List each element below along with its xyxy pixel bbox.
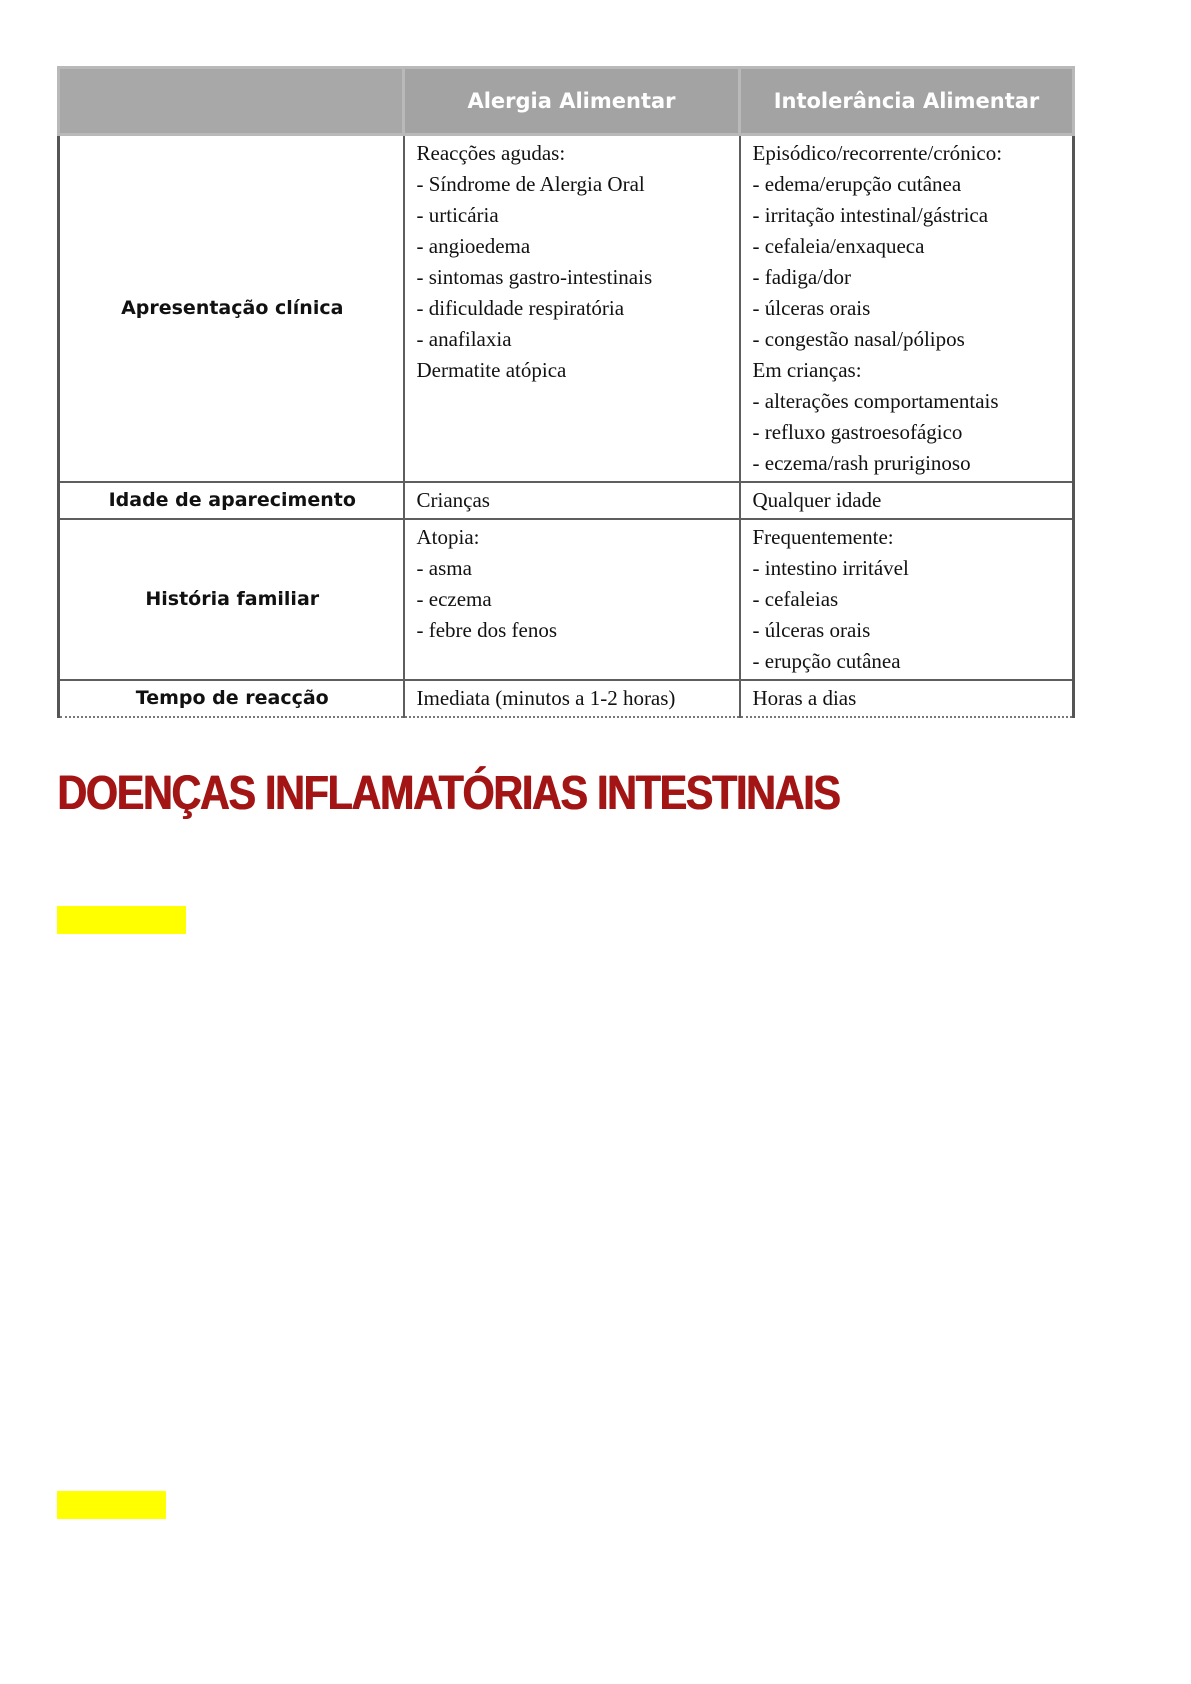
table-row [59, 519, 1074, 680]
row-label: História familiar [59, 519, 404, 680]
cell-line: Atopia: [416, 525, 480, 549]
cell-line: Em crianças: [752, 358, 862, 382]
cell-line: - úlceras orais [752, 296, 871, 320]
intolerancia-cell [740, 135, 1074, 483]
alergia-cell [404, 680, 740, 717]
cell-line: Episódico/recorrente/crónico: [752, 141, 1003, 165]
alergia-cell [404, 135, 740, 483]
row-label: Tempo de reacção [59, 680, 404, 717]
cell-line: - alterações comportamentais [752, 389, 999, 413]
cell-line: - sintomas gastro-intestinais [416, 265, 653, 289]
cell-line: - asma [416, 556, 472, 580]
cell-line: - anafilaxia [416, 327, 512, 351]
comparison-table [57, 66, 1075, 718]
table-row [59, 482, 1074, 519]
section-title: DOENÇAS INFLAMATÓRIAS INTESTINAIS [57, 767, 840, 820]
cell-line: Crianças [416, 488, 490, 512]
cell-line: - cefaleia/enxaqueca [752, 234, 925, 258]
cell-line: - Síndrome de Alergia Oral [416, 172, 645, 196]
cell-line: - intestino irritável [752, 556, 909, 580]
alergia-cell [404, 482, 740, 519]
cell-line: - dificuldade respiratória [416, 296, 625, 320]
cell-line: - refluxo gastroesofágico [752, 420, 963, 444]
cell-line: - fadiga/dor [752, 265, 852, 289]
cell-line: Horas a dias [752, 686, 857, 710]
intolerancia-cell [740, 482, 1074, 519]
intolerancia-cell [740, 680, 1074, 717]
row-label: Apresentação clínica [59, 135, 404, 483]
cell-line: Frequentemente: [752, 525, 894, 549]
cell-line: Qualquer idade [752, 488, 882, 512]
cell-line: - congestão nasal/pólipos [752, 327, 965, 351]
header-corner-cell [59, 68, 404, 135]
cell-line: Imediata (minutos a 1-2 horas) [416, 686, 676, 710]
header-intolerancia-alimentar: Intolerância Alimentar [740, 68, 1074, 135]
cell-line: - urticária [416, 203, 499, 227]
highlight-marker [57, 1491, 166, 1519]
table-header-row [59, 68, 1074, 135]
cell-line: - edema/erupção cutânea [752, 172, 962, 196]
cell-line: - angioedema [416, 234, 531, 258]
cell-line: Reacções agudas: [416, 141, 566, 165]
intolerancia-cell [740, 519, 1074, 680]
table-row [59, 680, 1074, 717]
cell-line: - erupção cutânea [752, 649, 901, 673]
cell-line: - cefaleias [752, 587, 839, 611]
cell-line: - irritação intestinal/gástrica [752, 203, 989, 227]
cell-line: - úlceras orais [752, 618, 871, 642]
table-row [59, 135, 1074, 483]
cell-line: - eczema/rash pruriginoso [752, 451, 971, 475]
cell-line: - eczema [416, 587, 492, 611]
cell-line: Dermatite atópica [416, 358, 567, 382]
row-label: Idade de aparecimento [59, 482, 404, 519]
cell-line: - febre dos fenos [416, 618, 558, 642]
header-alergia-alimentar: Alergia Alimentar [404, 68, 740, 135]
highlight-marker [57, 906, 186, 934]
alergia-cell [404, 519, 740, 680]
